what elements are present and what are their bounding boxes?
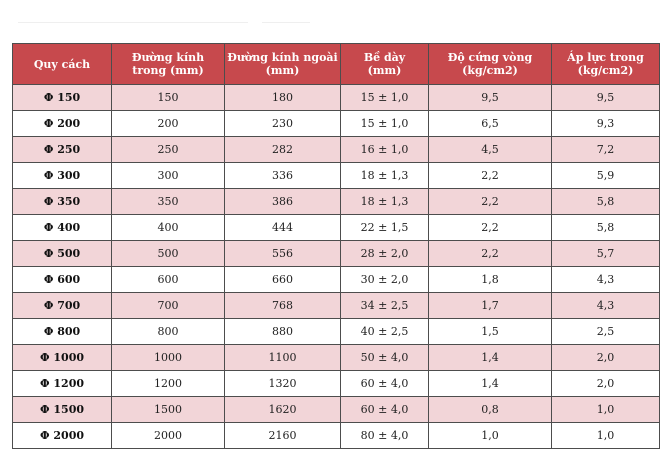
spec-cell: Φ 1200 (13, 371, 112, 397)
spec-cell: Φ 2000 (13, 423, 112, 449)
table-body (13, 85, 660, 449)
inner-diameter-cell: 1000 (112, 345, 225, 371)
ring-stiffness-cell: 1,5 (429, 319, 552, 345)
ring-stiffness-cell: 1,7 (429, 293, 552, 319)
internal-pressure-cell: 1,0 (552, 423, 660, 449)
ring-stiffness-cell: 2,2 (429, 215, 552, 241)
internal-pressure-cell: 2,0 (552, 345, 660, 371)
spec-cell: Φ 700 (13, 293, 112, 319)
faint-top-line (18, 22, 248, 23)
spec-cell: Φ 200 (13, 111, 112, 137)
outer-diameter-cell: 1620 (225, 397, 341, 423)
table-row (13, 371, 660, 397)
inner-diameter-cell: 700 (112, 293, 225, 319)
header-ring-stiffness-label: Độ cứng vòng (kg/cm2) (447, 51, 533, 77)
outer-diameter-cell: 1100 (225, 345, 341, 371)
inner-diameter-cell: 1500 (112, 397, 225, 423)
table-row (13, 137, 660, 163)
internal-pressure-cell: 5,8 (552, 215, 660, 241)
spec-cell: Φ 1500 (13, 397, 112, 423)
inner-diameter-cell: 1200 (112, 371, 225, 397)
header-inner-diameter-label: Đường kính trong (mm) (131, 51, 205, 77)
inner-diameter-cell: 800 (112, 319, 225, 345)
internal-pressure-cell: 2,0 (552, 371, 660, 397)
thickness-cell: 50 ± 4,0 (341, 345, 429, 371)
outer-diameter-cell: 1320 (225, 371, 341, 397)
table-row (13, 215, 660, 241)
outer-diameter-cell: 880 (225, 319, 341, 345)
thickness-cell: 18 ± 1,3 (341, 163, 429, 189)
inner-diameter-cell: 300 (112, 163, 225, 189)
table-row (13, 397, 660, 423)
thickness-cell: 22 ± 1,5 (341, 215, 429, 241)
thickness-cell: 16 ± 1,0 (341, 137, 429, 163)
thickness-cell: 15 ± 1,0 (341, 111, 429, 137)
outer-diameter-cell: 2160 (225, 423, 341, 449)
inner-diameter-cell: 400 (112, 215, 225, 241)
thickness-cell: 34 ± 2,5 (341, 293, 429, 319)
ring-stiffness-cell: 4,5 (429, 137, 552, 163)
inner-diameter-cell: 500 (112, 241, 225, 267)
ring-stiffness-cell: 6,5 (429, 111, 552, 137)
faint-top-line (262, 22, 310, 23)
header-outer-diameter (225, 44, 341, 85)
outer-diameter-cell: 660 (225, 267, 341, 293)
internal-pressure-cell: 5,8 (552, 189, 660, 215)
table-row (13, 85, 660, 111)
header-internal-pressure-label: Áp lực trong (kg/cm2) (567, 51, 644, 77)
outer-diameter-cell: 386 (225, 189, 341, 215)
header-outer-diameter-label: Đường kính ngoài (mm) (227, 51, 338, 77)
ring-stiffness-cell: 1,4 (429, 371, 552, 397)
ring-stiffness-cell: 2,2 (429, 189, 552, 215)
outer-diameter-cell: 444 (225, 215, 341, 241)
thickness-cell: 40 ± 2,5 (341, 319, 429, 345)
ring-stiffness-cell: 1,0 (429, 423, 552, 449)
spec-cell: Φ 1000 (13, 345, 112, 371)
inner-diameter-cell: 600 (112, 267, 225, 293)
spec-cell: Φ 600 (13, 267, 112, 293)
header-row (13, 44, 660, 85)
table-row (13, 319, 660, 345)
table-row (13, 293, 660, 319)
ring-stiffness-cell: 2,2 (429, 163, 552, 189)
pipe-spec-table (12, 43, 660, 449)
spec-cell: Φ 250 (13, 137, 112, 163)
outer-diameter-cell: 230 (225, 111, 341, 137)
inner-diameter-cell: 350 (112, 189, 225, 215)
spec-cell: Φ 400 (13, 215, 112, 241)
table-row (13, 267, 660, 293)
internal-pressure-cell: 1,0 (552, 397, 660, 423)
table-row (13, 163, 660, 189)
internal-pressure-cell: 9,3 (552, 111, 660, 137)
internal-pressure-cell: 2,5 (552, 319, 660, 345)
internal-pressure-cell: 9,5 (552, 85, 660, 111)
spec-cell: Φ 150 (13, 85, 112, 111)
spec-cell: Φ 350 (13, 189, 112, 215)
header-ring-stiffness (429, 44, 552, 85)
ring-stiffness-cell: 1,8 (429, 267, 552, 293)
header-thickness-label: Bề dày (mm) (363, 51, 406, 77)
inner-diameter-cell: 200 (112, 111, 225, 137)
internal-pressure-cell: 5,7 (552, 241, 660, 267)
thickness-cell: 80 ± 4,0 (341, 423, 429, 449)
table-row (13, 111, 660, 137)
ring-stiffness-cell: 1,4 (429, 345, 552, 371)
header-thickness (341, 44, 429, 85)
inner-diameter-cell: 150 (112, 85, 225, 111)
thickness-cell: 60 ± 4,0 (341, 397, 429, 423)
thickness-cell: 30 ± 2,0 (341, 267, 429, 293)
header-internal-pressure (552, 44, 660, 85)
internal-pressure-cell: 4,3 (552, 293, 660, 319)
inner-diameter-cell: 250 (112, 137, 225, 163)
inner-diameter-cell: 2000 (112, 423, 225, 449)
header-spec-label: Quy cách (33, 57, 91, 71)
thickness-cell: 18 ± 1,3 (341, 189, 429, 215)
top-blank-area (0, 0, 672, 42)
spec-cell: Φ 800 (13, 319, 112, 345)
ring-stiffness-cell: 2,2 (429, 241, 552, 267)
outer-diameter-cell: 556 (225, 241, 341, 267)
table-row (13, 345, 660, 371)
header-inner-diameter (112, 44, 225, 85)
spec-cell: Φ 300 (13, 163, 112, 189)
table-header (13, 44, 660, 85)
internal-pressure-cell: 4,3 (552, 267, 660, 293)
outer-diameter-cell: 336 (225, 163, 341, 189)
internal-pressure-cell: 7,2 (552, 137, 660, 163)
internal-pressure-cell: 5,9 (552, 163, 660, 189)
thickness-cell: 60 ± 4,0 (341, 371, 429, 397)
thickness-cell: 15 ± 1,0 (341, 85, 429, 111)
table-row (13, 423, 660, 449)
ring-stiffness-cell: 0,8 (429, 397, 552, 423)
outer-diameter-cell: 768 (225, 293, 341, 319)
header-spec (13, 44, 112, 85)
table-row (13, 189, 660, 215)
thickness-cell: 28 ± 2,0 (341, 241, 429, 267)
spec-cell: Φ 500 (13, 241, 112, 267)
outer-diameter-cell: 282 (225, 137, 341, 163)
outer-diameter-cell: 180 (225, 85, 341, 111)
table-row (13, 241, 660, 267)
ring-stiffness-cell: 9,5 (429, 85, 552, 111)
